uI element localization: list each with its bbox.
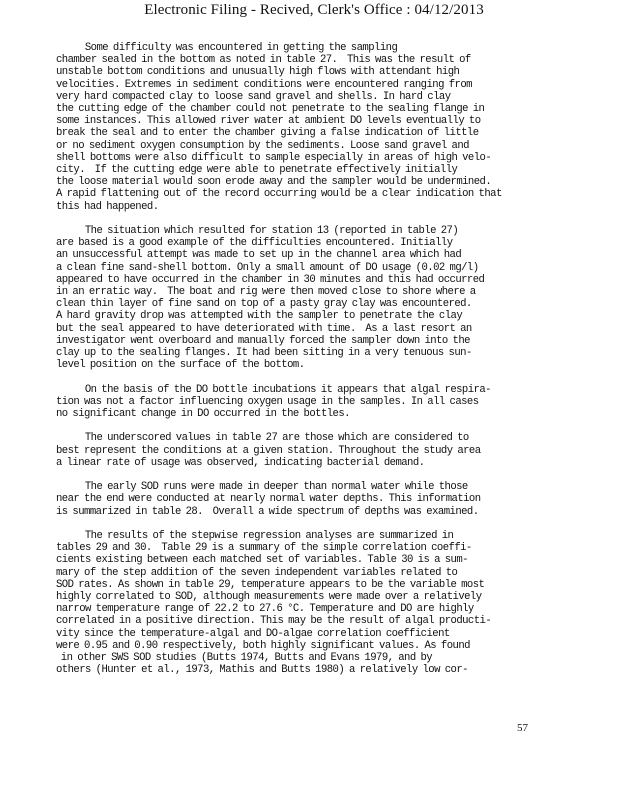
text-line: break the seal and to enter the chamber giving a false indication of little bbox=[56, 127, 479, 140]
text-line: very hard compacted clay to loose sand gravel and shells. In hard clay bbox=[56, 90, 451, 103]
text-line: in other SWS SOD studies (Butts 1974, Butts and Evans 1979, and by bbox=[56, 652, 433, 665]
text-line: appeared to have occurred in the chamber in 30 minutes and this had occurred bbox=[56, 273, 485, 286]
text-line: in an erratic way. The boat and rig were then moved close to shore where a bbox=[56, 286, 476, 299]
paragraph-3 bbox=[56, 384, 576, 421]
text-line: were 0.95 and 0.90 respectively, both highly significant values. As found bbox=[56, 639, 470, 652]
text-line: tion was not a factor influencing oxygen usage in the samples. In all cases bbox=[56, 395, 479, 408]
text-line: The early SOD runs were made in deeper than normal water while those bbox=[56, 481, 468, 494]
text-line: no significant change in DO occurred in the bottles. bbox=[56, 408, 350, 421]
text-line: A rapid flattening out of the record occurring would be a clear indication that bbox=[56, 188, 502, 201]
text-line: this had happened. bbox=[56, 200, 159, 213]
text-line: The situation which resulted for station 13 (reported in table 27) bbox=[56, 225, 459, 238]
text-line: vity since the temperature-algal and DO-algae correlation coefficient bbox=[56, 627, 450, 640]
text-line: near the end were conducted at nearly normal water depths. This information bbox=[56, 493, 481, 506]
text-line: highly correlated to SOD, although measurements were made over a relatively bbox=[56, 591, 482, 604]
text-line: a clean fine sand-shell bottom. Only a small amount of DO usage (0.02 mg/l) bbox=[56, 261, 479, 274]
text-line: an unsuccessful attempt was made to set up in the channel area which had bbox=[56, 249, 462, 262]
text-line: best represent the conditions at a given station. Throughout the study area bbox=[56, 444, 481, 457]
text-line: The underscored values in table 27 are those which are considered to bbox=[56, 432, 469, 445]
text-line: tables 29 and 30. Table 29 is a summary of the simple correlation coeffi- bbox=[56, 542, 472, 555]
text-line: The results of the stepwise regression analyses are summarized in bbox=[56, 530, 454, 543]
text-line: narrow temperature range of 22.2 to 27.6 °C. Temperature and DO are highly bbox=[56, 603, 474, 616]
page-number: 57 bbox=[517, 722, 528, 734]
text-line: A hard gravity drop was attempted with the sampler to penetrate the clay bbox=[56, 310, 463, 323]
text-line: level position on the surface of the bottom. bbox=[56, 359, 305, 372]
text-line: chamber sealed in the bottom as noted in table 27. This was the result of bbox=[56, 54, 471, 67]
paragraph-5 bbox=[56, 481, 576, 518]
text-line: or no sediment oxygen consumption by the sediments. Loose sand gravel and bbox=[56, 139, 469, 152]
text-line: clean thin layer of fine sand on top of a pasty gray clay was encountered. bbox=[56, 298, 472, 311]
text-line: velocities. Extremes in sediment conditions were encountered ranging from bbox=[56, 78, 472, 91]
text-line: cients existing between each matched set of variables. Table 30 is a sum- bbox=[56, 554, 468, 567]
text-line: Some difficulty was encountered in getting the sampling bbox=[56, 42, 398, 54]
paragraph-6 bbox=[56, 530, 576, 676]
paragraph-4 bbox=[56, 432, 576, 469]
text-line: investigator went overboard and manually forced the sampler down into the bbox=[56, 334, 470, 347]
text-line: shell bottoms were also difficult to sample especially in areas of high velo- bbox=[56, 151, 492, 164]
text-line: is summarized in table 28. Overall a wide spectrum of depths was examined. bbox=[56, 505, 479, 518]
text-line: correlated in a positive direction. This may be the result of algal producti- bbox=[56, 615, 492, 628]
text-line: unstable bottom conditions and unusually high flows with attendant high bbox=[56, 66, 460, 79]
text-line: On the basis of the DO bottle incubations it appears that algal respira- bbox=[56, 383, 491, 396]
text-line: the loose material would soon erode away and the sampler would be undermined. bbox=[56, 176, 492, 189]
document-body bbox=[56, 42, 576, 689]
text-line: SOD rates. As shown in table 29, temperature appears to be the variable most bbox=[56, 578, 485, 591]
text-line: mary of the step addition of the seven independent variables related to bbox=[56, 566, 458, 579]
paragraph-1 bbox=[56, 42, 576, 213]
filing-header: Electronic Filing - Recived, Clerk's Office : 04/12/2013 bbox=[144, 2, 484, 18]
text-line: others (Hunter et al., 1973, Mathis and Butts 1980) a relatively low cor- bbox=[56, 664, 468, 677]
paragraph-2 bbox=[56, 225, 576, 371]
text-line: but the seal appeared to have deteriorated with time. As a last resort an bbox=[56, 322, 472, 335]
text-line: city. If the cutting edge were able to penetrate effectively initially bbox=[56, 164, 458, 177]
text-line: clay up to the sealing flanges. It had been sitting in a very tenuous sun- bbox=[56, 347, 472, 360]
text-line: some instances. This allowed river water at ambient DO levels eventually to bbox=[56, 115, 481, 128]
text-line: a linear rate of usage was observed, indicating bacterial demand. bbox=[56, 456, 425, 469]
text-line: the cutting edge of the chamber could not penetrate to the sealing flange in bbox=[56, 103, 485, 116]
text-line: are based is a good example of the difficulties encountered. Initially bbox=[56, 237, 453, 250]
